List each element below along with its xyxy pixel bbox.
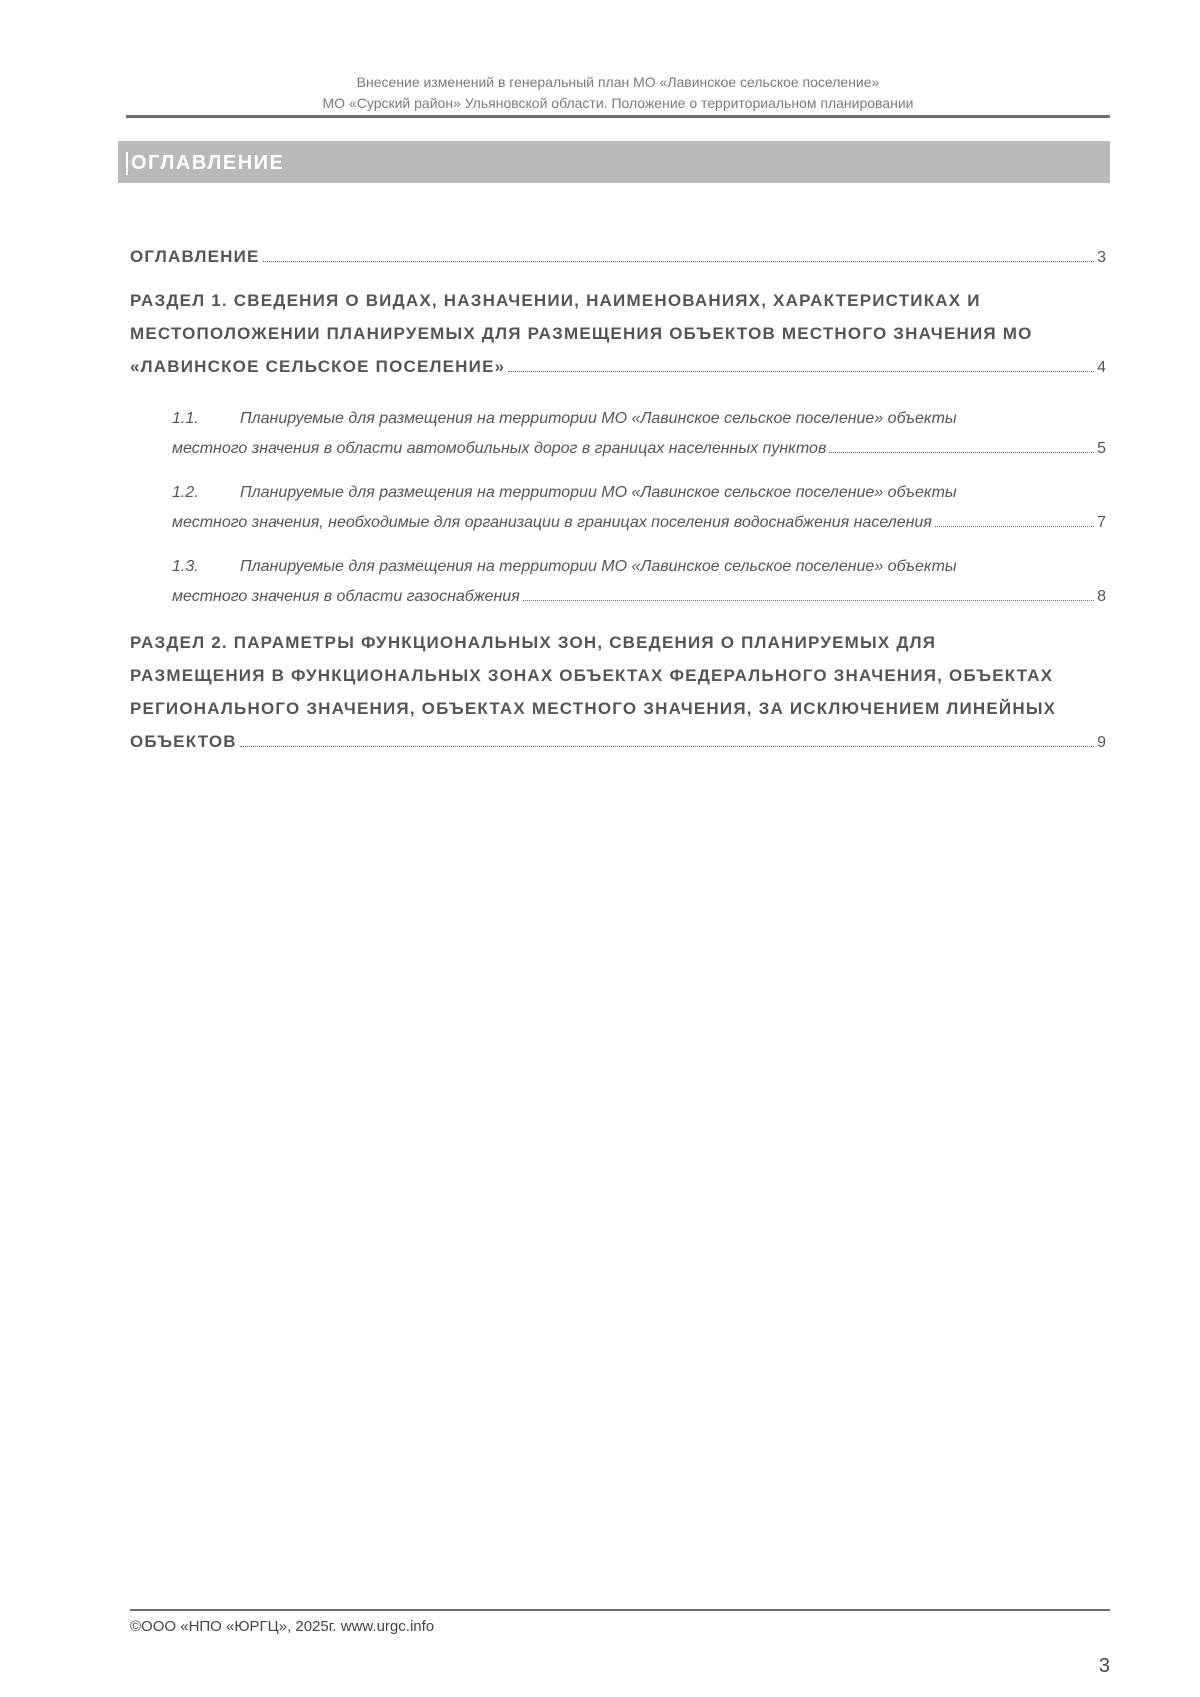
dot-leader xyxy=(935,526,1094,527)
toc-entry-number: 1.3. xyxy=(172,558,199,575)
toc-entry-text: РАЗМЕЩЕНИЯ В ФУНКЦИОНАЛЬНЫХ ЗОНАХ ОБЪЕКТАХ ФЕДЕРАЛЬНОГО ЗНАЧЕНИЯ, ОБЪЕКТАХ xyxy=(130,666,1054,685)
toc-entry-text: «ЛАВИНСКОЕ СЕЛЬСКОЕ ПОСЕЛЕНИЕ» xyxy=(130,357,506,376)
toc-entry-section-1[interactable] xyxy=(130,284,1106,384)
header-rule xyxy=(126,115,1110,118)
toc-entry-section-2[interactable] xyxy=(130,626,1106,759)
dot-leader xyxy=(263,261,1094,262)
toc-entry-text: местного значения в области автомобильных дорог в границах населенных пунктов xyxy=(172,440,827,457)
toc-page-number: 8 xyxy=(1097,588,1106,605)
dot-leader xyxy=(240,746,1094,747)
toc-page-number: 7 xyxy=(1097,514,1106,531)
toc-entry-text: Планируемые для размещения на территории МО «Лавинское сельское поселение» объекты xyxy=(240,410,957,427)
toc-entry-text: местного значения в области газоснабжения xyxy=(172,588,520,605)
header-line-2: МО «Сурский район» Ульяновской области. Положение о территориальном планировании xyxy=(322,95,914,111)
toc-entry-subsection-1-2[interactable] xyxy=(130,478,1106,538)
toc-entry-text: Планируемые для размещения на территории МО «Лавинское сельское поселение» объекты xyxy=(240,484,957,501)
toc-banner-title: ОГЛАВЛЕНИЕ xyxy=(126,152,284,175)
toc-page-number: 4 xyxy=(1097,359,1106,376)
toc-entry-text: РАЗДЕЛ 2. ПАРАМЕТРЫ ФУНКЦИОНАЛЬНЫХ ЗОН, СВЕДЕНИЯ О ПЛАНИРУЕМЫХ ДЛЯ xyxy=(130,633,937,652)
toc-page-number: 9 xyxy=(1097,734,1106,751)
toc-entry-text: РЕГИОНАЛЬНОГО ЗНАЧЕНИЯ, ОБЪЕКТАХ МЕСТНОГО ЗНАЧЕНИЯ, ЗА ИСКЛЮЧЕНИЕМ ЛИНЕЙНЫХ xyxy=(130,699,1057,718)
header-line-1: Внесение изменений в генеральный план МО «Лавинское сельское поселение» xyxy=(356,74,880,90)
page-number: 3 xyxy=(1098,1655,1110,1677)
toc-entry-text: МЕСТОПОЛОЖЕНИИ ПЛАНИРУЕМЫХ ДЛЯ РАЗМЕЩЕНИЯ ОБЪЕКТОВ МЕСТНОГО ЗНАЧЕНИЯ МО xyxy=(130,324,1033,343)
toc-entry-contents[interactable] xyxy=(130,240,1106,274)
table-of-contents xyxy=(130,240,1106,759)
toc-entry-text: местного значения, необходимые для организации в границах поселения водоснабжения населения xyxy=(172,514,932,531)
toc-banner xyxy=(118,141,1110,183)
toc-entry-text: РАЗДЕЛ 1. СВЕДЕНИЯ О ВИДАХ, НАЗНАЧЕНИИ, НАИМЕНОВАНИЯХ, ХАРАКТЕРИСТИКАХ И xyxy=(130,291,981,310)
footer-rule xyxy=(130,1609,1110,1611)
dot-leader xyxy=(523,600,1094,601)
footer-copyright: ©ООО «НПО «ЮРГЦ», 2025г. www.urgc.info xyxy=(130,1618,435,1635)
toc-entry-text: ОБЪЕКТОВ xyxy=(130,732,237,751)
toc-page-number: 5 xyxy=(1097,440,1106,457)
toc-entry-subsection-1-1[interactable] xyxy=(130,404,1106,464)
dot-leader xyxy=(508,371,1094,372)
toc-entry-number: 1.2. xyxy=(172,484,199,501)
toc-entry-subsection-1-3[interactable] xyxy=(130,552,1106,612)
toc-entry-number: 1.1. xyxy=(172,410,199,427)
page-header xyxy=(126,72,1110,114)
toc-page-number: 3 xyxy=(1097,249,1106,266)
toc-entry-text: Планируемые для размещения на территории МО «Лавинское сельское поселение» объекты xyxy=(240,558,957,575)
toc-entry-text: ОГЛАВЛЕНИЕ xyxy=(130,247,260,266)
dot-leader xyxy=(829,452,1094,453)
